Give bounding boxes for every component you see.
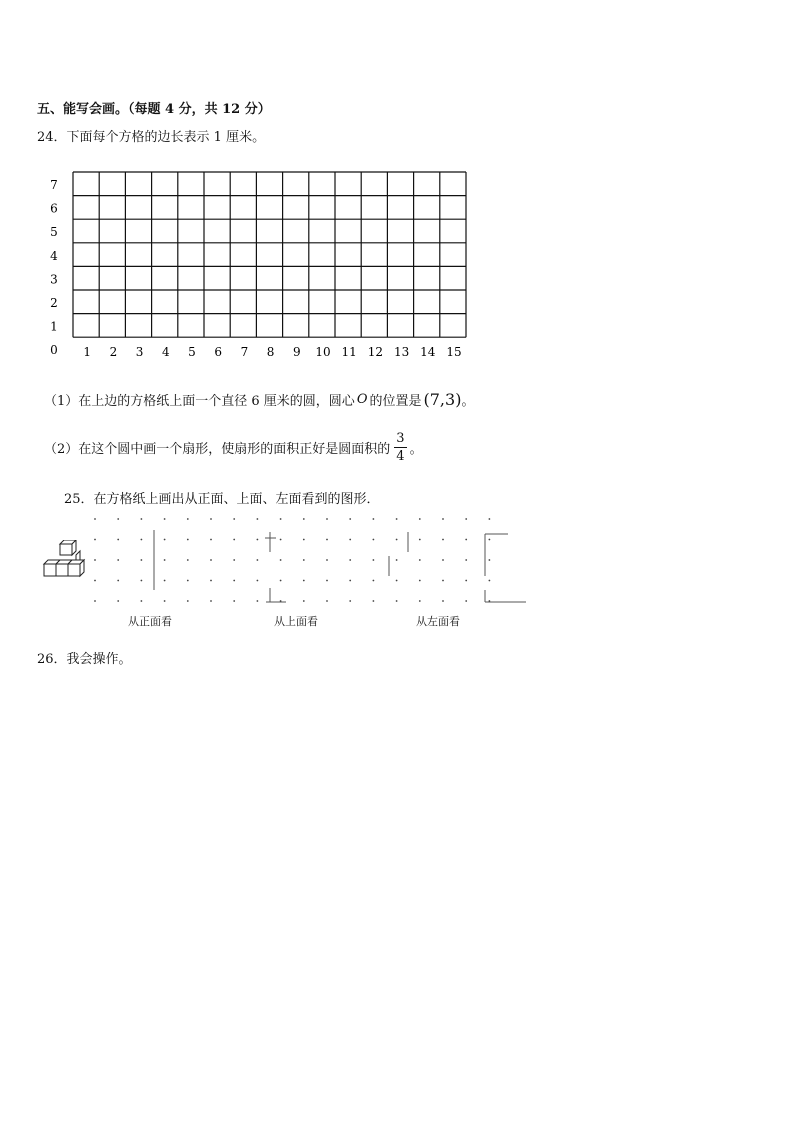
x-tick-label: 8 <box>266 345 275 360</box>
grid-x-labels <box>83 345 461 359</box>
grid-dot <box>465 559 467 561</box>
grid-dot <box>257 539 259 541</box>
grid-dot <box>117 559 119 561</box>
grid-dot <box>94 518 96 520</box>
grid-dot <box>141 539 143 541</box>
y-tick-label: 1 <box>50 319 58 334</box>
grid-dot <box>349 580 351 582</box>
grid-dot <box>164 539 166 541</box>
x-tick-label: 6 <box>214 345 223 360</box>
grid-dot <box>210 539 212 541</box>
center-coordinate: (7,3) <box>423 390 462 409</box>
grid-dot <box>233 559 235 561</box>
y-tick-label: 3 <box>50 272 58 287</box>
grid-dot <box>303 539 305 541</box>
grid-dot <box>210 559 212 561</box>
grid-dot <box>465 539 467 541</box>
question-24: 24．下面每个方格的边长表示 1 厘米。 <box>37 130 266 145</box>
x-tick-label: 3 <box>135 345 144 360</box>
question-25: 25．在方格纸上画出从正面、上面、左面看到的图形． <box>64 492 380 507</box>
sub1-text: （1）在上边的方格纸上面一个直径 6 厘米的圆，圆心 <box>44 394 355 409</box>
center-variable: O <box>356 392 368 407</box>
grid-dot <box>117 600 119 602</box>
grid-y-labels <box>50 178 58 357</box>
grid-dot <box>465 600 467 602</box>
grid-dot <box>233 600 235 602</box>
grid-dot <box>489 559 491 561</box>
grid-dot <box>164 600 166 602</box>
grid-dot <box>117 580 119 582</box>
grid-dot <box>210 580 212 582</box>
y-tick-label: 6 <box>50 201 58 216</box>
grid-dot <box>326 600 328 602</box>
grid-dot <box>349 600 351 602</box>
grid-dot <box>489 539 491 541</box>
grid-dot <box>489 518 491 520</box>
grid-dot <box>94 539 96 541</box>
grid-dot <box>117 539 119 541</box>
grid-dot <box>419 600 421 602</box>
grid-dot <box>280 559 282 561</box>
grid-dot <box>396 600 398 602</box>
grid-dot <box>257 559 259 561</box>
grid-dot <box>465 518 467 520</box>
grid-dot <box>349 539 351 541</box>
grid-dot <box>280 539 282 541</box>
grid-dot <box>117 518 119 520</box>
dot-grid <box>90 512 530 612</box>
grid-dot <box>326 580 328 582</box>
grid-dot <box>187 559 189 561</box>
grid-dot <box>419 559 421 561</box>
grid-dot <box>164 559 166 561</box>
grid-dot <box>303 559 305 561</box>
grid-dot <box>396 518 398 520</box>
grid-dot <box>303 600 305 602</box>
view-label-left: 从左面看 <box>416 615 460 628</box>
y-tick-label: 7 <box>50 178 58 192</box>
grid-dot <box>164 580 166 582</box>
x-tick-label: 1 <box>83 345 92 360</box>
grid-dot <box>326 559 328 561</box>
question-26: 26．我会操作。 <box>37 652 132 667</box>
grid-dot <box>233 580 235 582</box>
x-tick-label: 13 <box>393 345 410 360</box>
x-tick-label: 10 <box>315 345 331 360</box>
grid-dot <box>164 518 166 520</box>
grid-dot <box>373 600 375 602</box>
view-marks <box>154 530 526 602</box>
grid-dot <box>257 600 259 602</box>
grid-dot <box>187 518 189 520</box>
grid-dot <box>396 539 398 541</box>
cube-figure <box>40 540 92 580</box>
grid-dot <box>326 518 328 520</box>
grid-dot <box>442 539 444 541</box>
grid-dot <box>187 600 189 602</box>
grid-dot <box>442 559 444 561</box>
x-tick-label: 15 <box>446 345 462 360</box>
grid-dot <box>419 518 421 520</box>
grid-dot <box>257 580 259 582</box>
grid-dot <box>210 600 212 602</box>
x-tick-label: 5 <box>188 345 196 360</box>
grid-dot <box>326 539 328 541</box>
coordinate-grid <box>40 160 490 365</box>
sub1-mid: 的位置是 <box>369 394 422 409</box>
sub2-end: 。 <box>409 442 423 457</box>
grid-dot <box>233 539 235 541</box>
grid-dot <box>373 518 375 520</box>
grid-lines <box>73 172 466 337</box>
grid-dot <box>94 600 96 602</box>
grid-dot <box>280 580 282 582</box>
grid-dot <box>141 580 143 582</box>
grid-dot <box>141 518 143 520</box>
grid-dot <box>373 539 375 541</box>
grid-dot <box>94 559 96 561</box>
x-tick-label: 9 <box>292 345 301 360</box>
grid-dot <box>303 580 305 582</box>
grid-dot <box>210 518 212 520</box>
grid-dot <box>442 600 444 602</box>
y-tick-label: 5 <box>50 225 58 240</box>
grid-dot <box>257 518 259 520</box>
question-24-part-1 <box>44 390 474 409</box>
sub1-end: 。 <box>461 394 475 409</box>
grid-dot <box>396 559 398 561</box>
grid-dot <box>141 600 143 602</box>
grid-dot <box>396 580 398 582</box>
x-tick-label: 4 <box>161 345 170 360</box>
sub2-text: （2）在这个圆中画一个扇形，使扇形的面积正好是圆面积的 <box>44 442 391 457</box>
grid-dot <box>303 518 305 520</box>
x-tick-label: 11 <box>341 345 357 360</box>
grid-dot <box>141 559 143 561</box>
grid-dot <box>373 580 375 582</box>
section-title: 五、能写会画。（每题 4 分，共 12 分） <box>37 102 271 117</box>
x-tick-label: 12 <box>367 345 384 360</box>
y-tick-label: 4 <box>50 248 58 263</box>
x-tick-label: 7 <box>240 345 249 360</box>
x-tick-label: 14 <box>420 345 436 360</box>
grid-dot <box>349 559 351 561</box>
fraction-denominator: 4 <box>396 449 405 464</box>
grid-dot <box>233 518 235 520</box>
grid-dot <box>187 580 189 582</box>
grid-dot <box>373 559 375 561</box>
grid-dot <box>442 518 444 520</box>
grid-dot <box>349 518 351 520</box>
grid-dot <box>187 539 189 541</box>
grid-dot <box>280 518 282 520</box>
grid-dot <box>419 580 421 582</box>
grid-dot <box>465 580 467 582</box>
fraction <box>394 432 406 463</box>
y-tick-label: 0 <box>50 343 58 358</box>
view-label-top: 从上面看 <box>274 615 318 628</box>
grid-dot <box>489 580 491 582</box>
y-tick-label: 2 <box>50 296 58 310</box>
grid-dot <box>419 539 421 541</box>
grid-dot <box>442 580 444 582</box>
fraction-numerator: 3 <box>396 431 405 446</box>
x-tick-label: 2 <box>109 345 118 360</box>
grid-dot <box>94 580 96 582</box>
view-label-front: 从正面看 <box>128 615 172 628</box>
question-24-part-2 <box>44 432 423 463</box>
